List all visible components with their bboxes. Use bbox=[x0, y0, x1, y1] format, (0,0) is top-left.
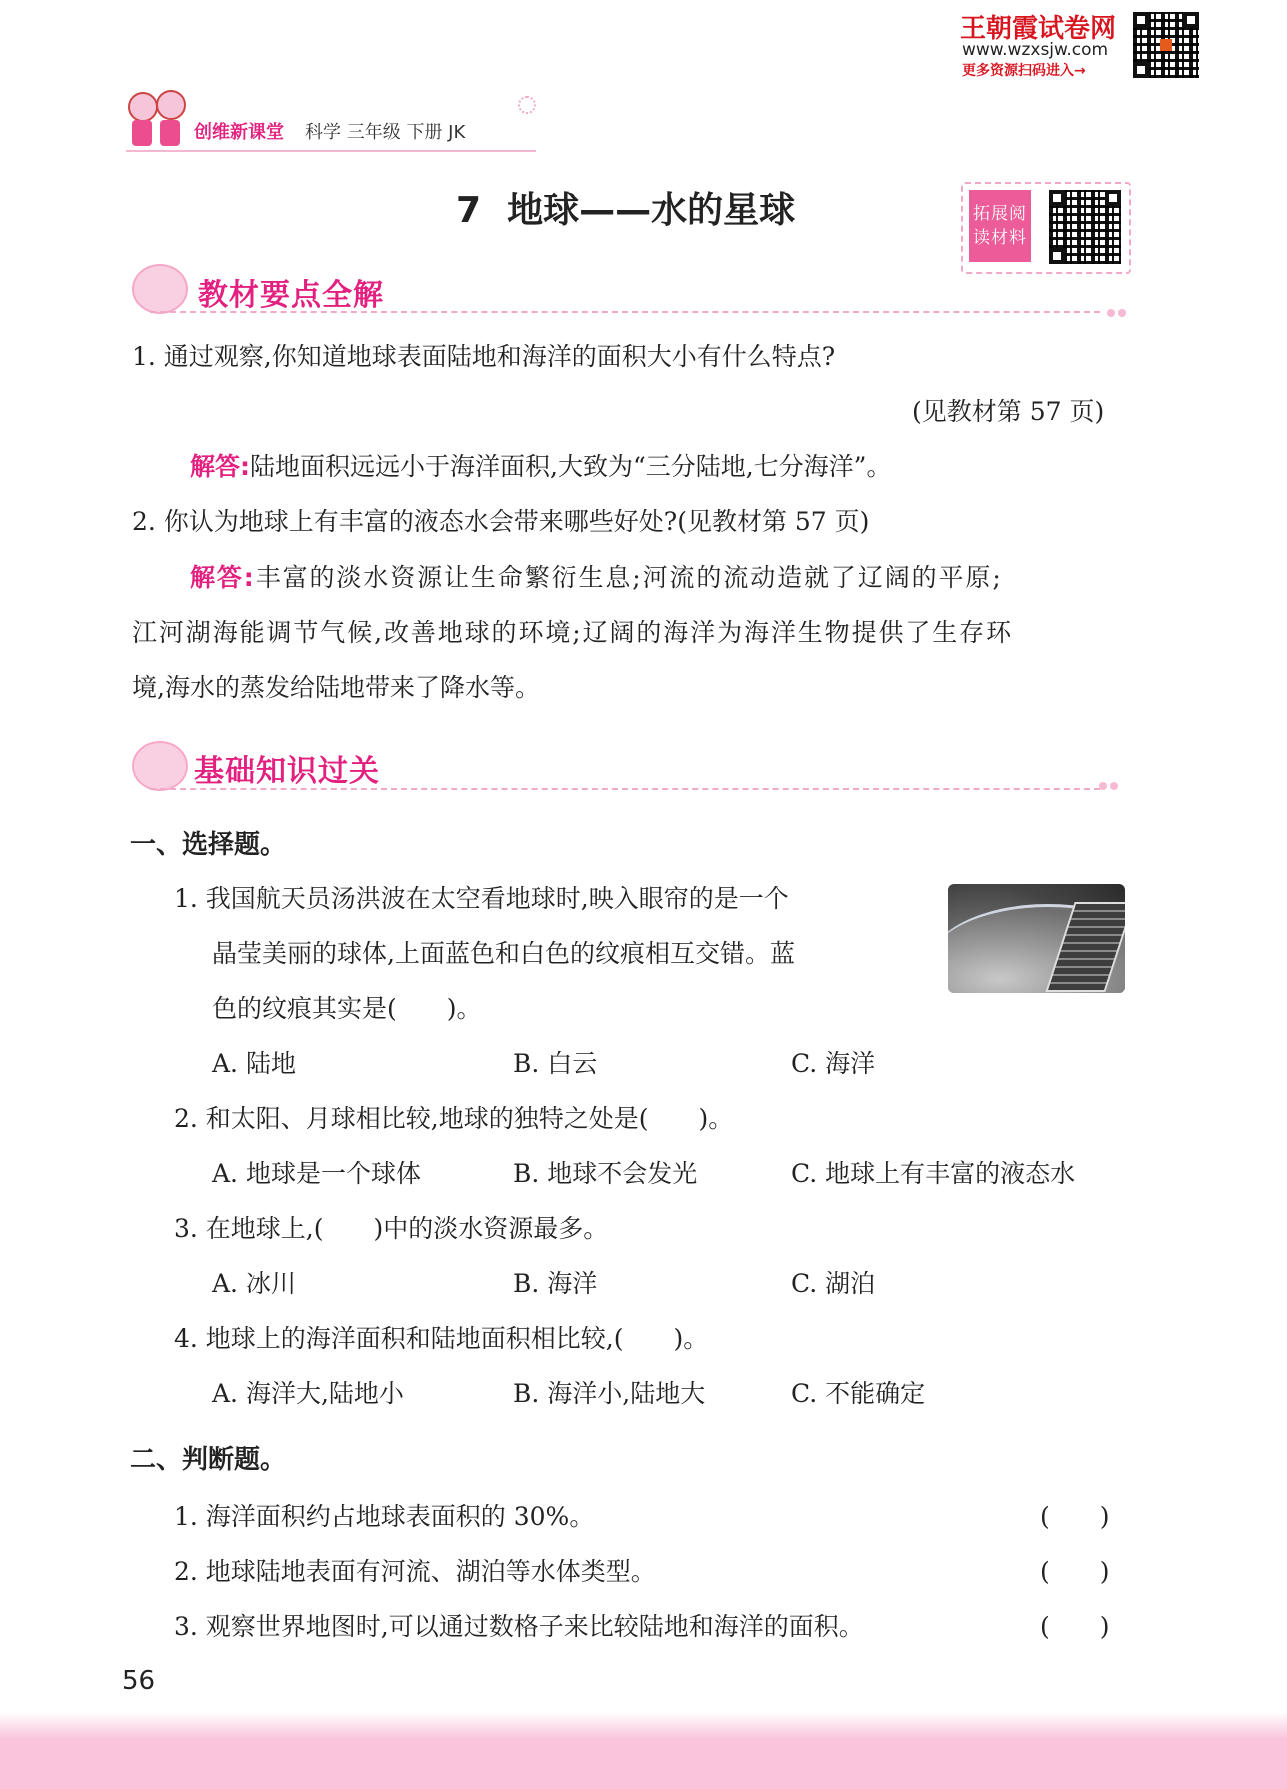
part2-heading: 二、判断题。 bbox=[130, 1445, 287, 1475]
p1-q4-option-b: B. 海洋小,陆地大 bbox=[513, 1379, 706, 1408]
s1-q2-answer-line2: 江河湖海能调节气候,改善地球的环境;辽阔的海洋为海洋生物提供了生存环 bbox=[132, 618, 1013, 647]
section-badge-icon bbox=[132, 741, 188, 791]
s1-q2-answer-line1 bbox=[190, 562, 1003, 594]
s1-q1-ref: (见教材第 57 页) bbox=[912, 397, 1105, 426]
earth-from-space-image bbox=[948, 884, 1125, 993]
s1-q2-text: 2. 你认为地球上有丰富的液态水会带来哪些好处?(见教材第 57 页) bbox=[132, 507, 870, 536]
p1-q3-text: 3. 在地球上,( )中的淡水资源最多。 bbox=[174, 1214, 609, 1243]
p1-q1-line3: 色的纹痕其实是( )。 bbox=[212, 994, 482, 1023]
p1-q2-option-b: B. 地球不会发光 bbox=[513, 1159, 698, 1188]
p1-q2-option-a: A. 地球是一个球体 bbox=[212, 1159, 421, 1188]
extended-reading-qr-code-icon[interactable] bbox=[1049, 190, 1121, 264]
watermark-url[interactable]: www.wzxsjw.com bbox=[962, 40, 1109, 60]
tf-item-1: 1. 海洋面积约占地球表面积的 30%。 bbox=[174, 1502, 595, 1531]
section1-divider bbox=[150, 311, 1100, 313]
section2-title: 基础知识过关 bbox=[194, 754, 380, 789]
watermark-slogan: 更多资源扫码进入→ bbox=[962, 63, 1086, 79]
answer-text: 陆地面积远远小于海洋面积,大致为“三分陆地,七分海洋”。 bbox=[250, 452, 892, 481]
page-number: 56 bbox=[122, 1666, 156, 1696]
p1-q4-text: 4. 地球上的海洋面积和陆地面积相比较,( )。 bbox=[174, 1324, 709, 1353]
tf-blank-3[interactable]: ( ) bbox=[1040, 1612, 1110, 1641]
watermark-brand: 王朝霞试卷网 bbox=[960, 14, 1117, 44]
header-underline bbox=[126, 150, 536, 152]
kids-mascot-icon bbox=[126, 90, 186, 152]
section1-title: 教材要点全解 bbox=[198, 278, 384, 313]
p1-q4-option-a: A. 海洋大,陆地小 bbox=[212, 1379, 404, 1408]
p1-q1-option-b: B. 白云 bbox=[513, 1049, 598, 1078]
watermark-qr-code-icon[interactable] bbox=[1133, 12, 1199, 78]
p1-q1-option-c: C. 海洋 bbox=[791, 1049, 876, 1078]
p1-q3-option-c: C. 湖泊 bbox=[791, 1269, 876, 1298]
p1-q2-text: 2. 和太阳、月球相比较,地球的独特之处是( )。 bbox=[174, 1104, 734, 1133]
part1-heading: 一、选择题。 bbox=[130, 830, 287, 860]
tf-blank-1[interactable]: ( ) bbox=[1040, 1502, 1110, 1531]
subject-info: 科学 三年级 下册 JK bbox=[305, 122, 466, 143]
section2-divider bbox=[150, 788, 1100, 790]
answer-label: 解答: bbox=[190, 563, 256, 592]
p1-q3-option-b: B. 海洋 bbox=[513, 1269, 598, 1298]
p1-q3-option-a: A. 冰川 bbox=[212, 1269, 296, 1298]
answer-text: 丰富的淡水资源让生命繁衍生息;河流的流动造就了辽阔的平原; bbox=[255, 563, 1003, 592]
lesson-title bbox=[456, 182, 795, 233]
tf-item-2: 2. 地球陆地表面有河流、湖泊等水体类型。 bbox=[174, 1557, 656, 1586]
extended-reading-box[interactable] bbox=[961, 182, 1131, 274]
header-decoration-icon bbox=[518, 96, 536, 114]
tf-item-3: 3. 观察世界地图时,可以通过数格子来比较陆地和海洋的面积。 bbox=[174, 1612, 864, 1641]
tf-blank-2[interactable]: ( ) bbox=[1040, 1557, 1110, 1586]
p1-q2-option-c: C. 地球上有丰富的液态水 bbox=[791, 1159, 1076, 1188]
p1-q1-option-a: A. 陆地 bbox=[212, 1049, 296, 1078]
s1-q1-answer bbox=[190, 451, 891, 483]
section-badge-icon bbox=[132, 264, 188, 314]
lesson-title-text: 地球——水的星球 bbox=[507, 190, 796, 231]
p1-q4-option-c: C. 不能确定 bbox=[791, 1379, 926, 1408]
section2-divider-dots bbox=[1096, 775, 1118, 794]
p1-q1-line1: 1. 我国航天员汤洪波在太空看地球时,映入眼帘的是一个 bbox=[174, 884, 789, 913]
s1-q2-answer-line3: 境,海水的蒸发给陆地带来了降水等。 bbox=[132, 673, 540, 702]
p1-q1-line2: 晶莹美丽的球体,上面蓝色和白色的纹痕相互交错。蓝 bbox=[212, 939, 795, 968]
extended-reading-label: 拓展阅读材料 bbox=[969, 190, 1031, 262]
answer-label: 解答: bbox=[190, 452, 250, 481]
s1-q1-text: 1. 通过观察,你知道地球表面陆地和海洋的面积大小有什么特点? bbox=[132, 342, 836, 371]
section1-divider-dots bbox=[1104, 302, 1126, 321]
lesson-number: 7 bbox=[456, 190, 482, 231]
page-bottom-band bbox=[0, 1712, 1287, 1789]
series-name: 创维新课堂 bbox=[194, 122, 284, 143]
